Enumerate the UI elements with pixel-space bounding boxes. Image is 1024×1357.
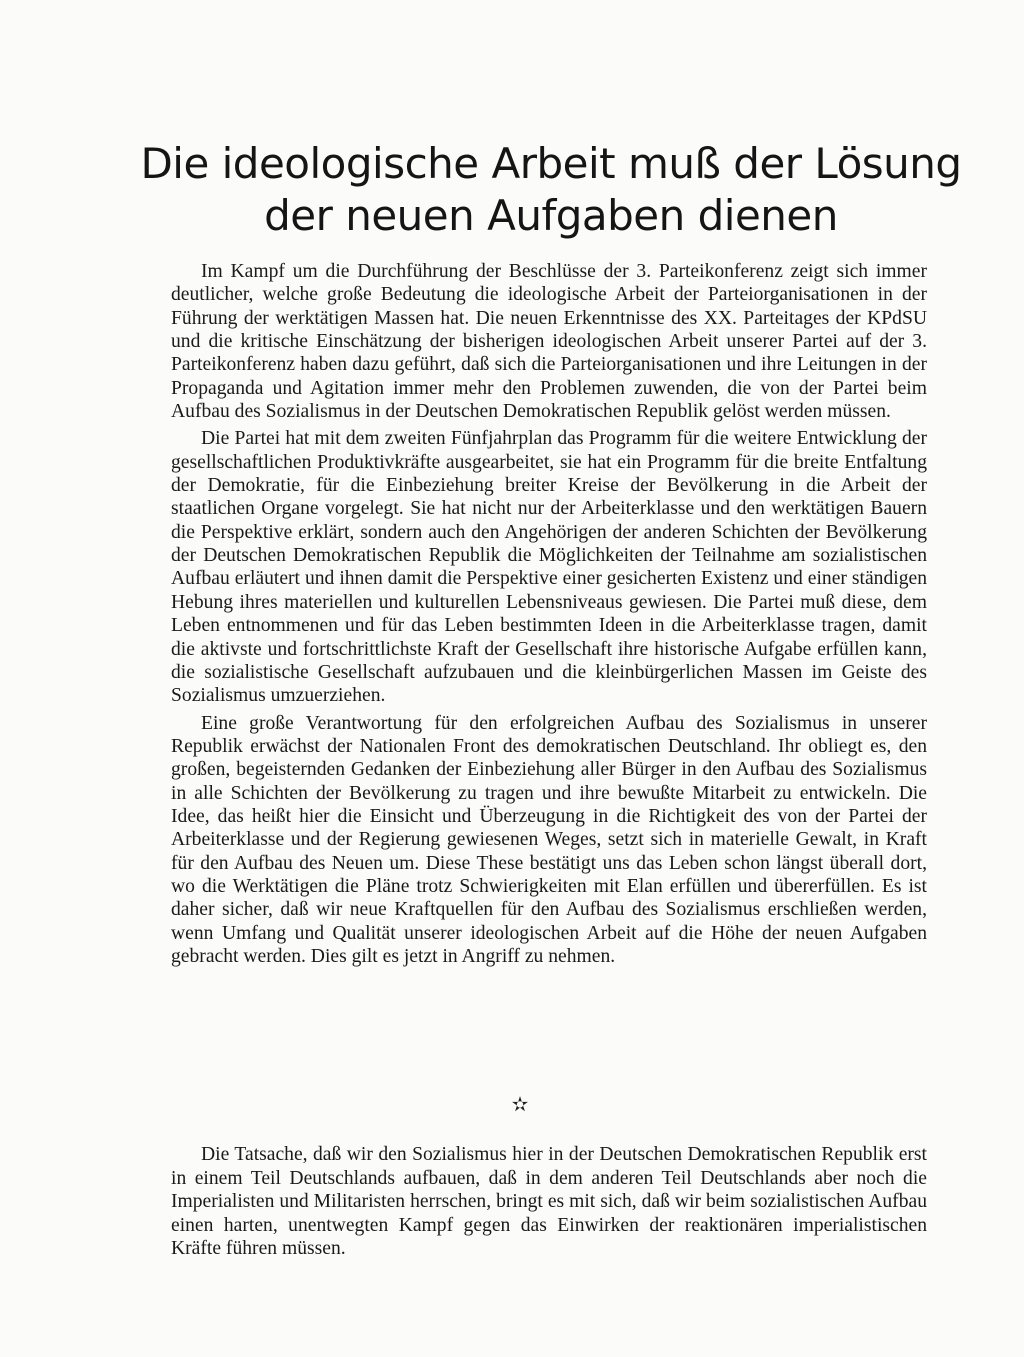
paragraph-1: Im Kampf um die Durchführung der Beschlüsse der 3. Parteikonferenz zeigt sich immer deutlicher, welche große Bedeutung die ideologische Arbeit der Parteiorganisationen in der Führung der werktätigen Massen hat. Die neuen Erkenntnisse des XX. Parteitages der KPdSU und die kritische Einschätzung der bisherigen ideologischen Arbeit unserer Partei auf der 3. Parteikonferenz haben dazu geführt, daß sich die Parteiorganisationen und ihre Leitungen in der Propaganda und Agitation immer mehr den Problemen zuwenden, die von der Partei beim Aufbau des Sozialismus in der Deutschen Demokratischen Republik gelöst werden müssen. [171,261,927,423]
title-line-2: der neuen Aufgaben dienen [264,191,838,240]
section-separator-star-icon: ✫ [511,1092,529,1116]
paragraph-2: Die Partei hat mit dem zweiten Fünfjahrplan das Programm für die weitere Entwicklung der gesellschaftlichen Produktivkräfte ausgearbeitet, sie hat ein Programm für die breite Entfaltung der Demokratie, für die Einbeziehung breiter Kreise der Bevölkerung in die Arbeit der staatlichen Organe vorgelegt. Sie hat nicht nur der Arbeiterklasse und den werktätigen Bauern die Perspektive erklärt, sondern auch den Angehörigen der anderen Schichten der Bevölkerung der Deutschen Demokratischen Republik die Möglichkeiten der Teilnahme am sozialistischen Aufbau erläutert und ihnen damit die Perspektive einer gesicherten Existenz und einer ständigen Hebung ihres materiellen und kulturellen Lebensniveaus gewiesen. Die Partei muß diese, dem Leben entnommenen und für das Leben bestimmten Ideen in die Arbeiterklasse tragen, damit die aktivste und fortschrittlichste Kraft der Gesellschaft ihre historische Aufgabe erfüllen kann, die sozialistische Gesellschaft aufzubauen und die kleinbürgerlichen Massen im Geiste des Sozialismus umzuerziehen. [171,428,927,707]
paragraph-3: Eine große Verantwortung für den erfolgreichen Aufbau des Sozialismus in unserer Republik erwächst der Nationalen Front des demokratischen Deutschland. Ihr obliegt es, den großen, begeisternden Gedanken der Einbeziehung aller Bürger in den Aufbau des Sozialismus in alle Schichten der Bevölkerung zu tragen und ihre bewußte Mitarbeit zu entwickeln. Die Idee, das heißt hier die Einsicht und Überzeugung in die Richtigkeit des von der Partei der Arbeiterklasse und der Regierung gewiesenen Weges, setzt sich in materielle Gewalt, in Kraft für den Aufbau des Neuen um. Diese These bestätigt uns das Leben schon längst überall dort, wo die Werktätigen die Pläne trotz Schwierigkeiten mit Elan erfüllen und übererfüllen. Es ist daher sicher, daß wir neue Kraftquellen für den Aufbau des Sozialismus erschließen werden, wenn Umfang und Qualität unserer ideologischen Arbeit auf die Höhe der neuen Aufgaben gebracht werden. Dies gilt es jetzt in Angriff zu nehmen. [171,712,927,967]
article-body [171,260,927,972]
paragraph-4: Die Tatsache, daß wir den Sozialismus hier in der Deutschen Demokratischen Republik erst in einem Teil Deutschlands aufbauen, daß in dem anderen Teil Deutschlands aber noch die Imperialisten und Militaristen herrschen, bringt es mit sich, daß wir beim sozialistischen Aufbau einen harten, unentwegten Kampf gegen das Einwirken der reaktionären imperialistischen Kräfte führen müssen. [171,1144,927,1260]
title-line-1: Die ideologische Arbeit muß der Lösung [140,139,962,188]
article-continuation [171,1143,927,1261]
page-title [140,138,962,242]
